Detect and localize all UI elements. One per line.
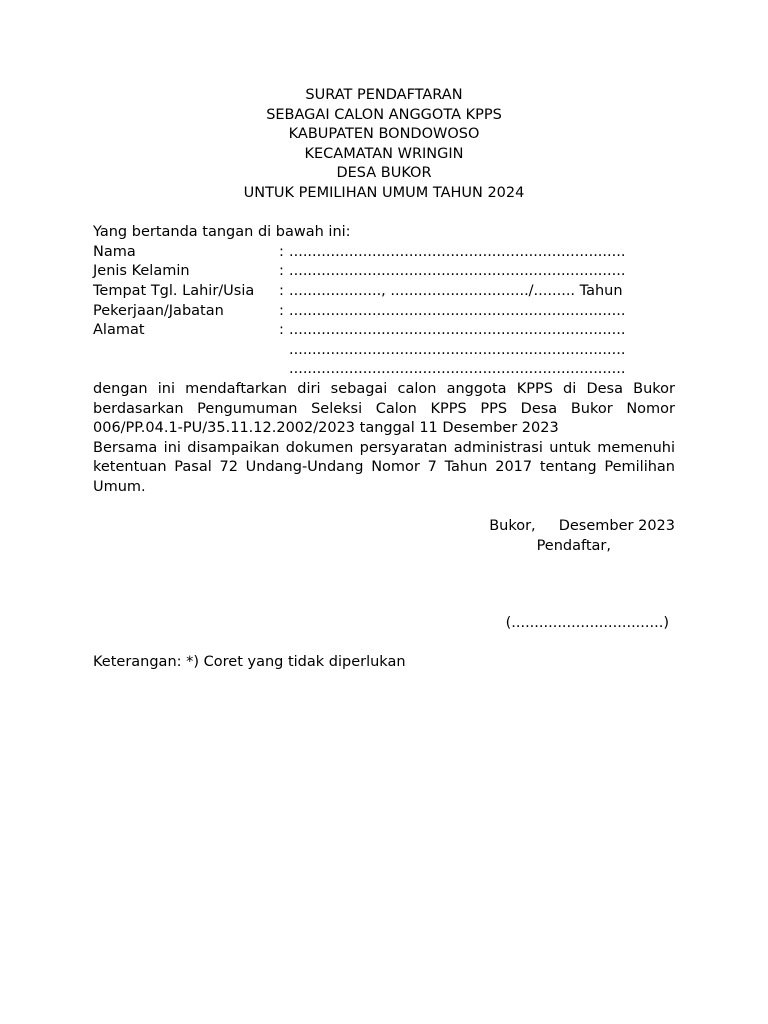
footnote: Keterangan: *) Coret yang tidak diperlukan (93, 654, 406, 671)
signature-space (93, 556, 675, 614)
field-blank: ......................................................................... (289, 322, 626, 339)
field-row-pekerjaan (93, 302, 675, 322)
place-date: Bukor, Desember 2023 (489, 518, 675, 535)
field-row-tempat-tgl-lahir (93, 282, 675, 302)
signature-line: (.................................) (505, 615, 669, 632)
field-label: Jenis Kelamin (93, 263, 190, 280)
title-line: SURAT PENDAFTARAN (305, 87, 463, 103)
field-label: Pekerjaan/Jabatan (93, 302, 224, 319)
letter-body (93, 86, 675, 673)
field-colon: : (279, 263, 284, 280)
field-blank: ......................................................................... (289, 243, 626, 260)
intro-text: Yang bertanda tangan di bawah ini: (93, 224, 351, 241)
field-colon (279, 341, 289, 361)
spacer (93, 204, 675, 224)
title-line: KABUPATEN BONDOWOSO (288, 126, 480, 143)
field-label (93, 360, 279, 380)
field-row-alamat-cont-1 (93, 341, 675, 361)
paragraph-documents: Bersama ini disampaikan dokumen persyaratan administrasi untuk memenuhi ketentuan Pasal 72 Undang-Undang Nomor 7 Tahun 2017 tentang Pemilihan Umum. (93, 439, 675, 495)
form-fields (93, 243, 675, 380)
field-colon: : (279, 243, 284, 260)
field-blank: ......................................................................... (289, 341, 626, 358)
field-row-jenis-kelamin (93, 262, 675, 282)
spacer (93, 497, 675, 517)
title-line: KECAMATAN WRINGIN (304, 145, 464, 162)
field-label (93, 341, 279, 361)
signer-label: Pendaftar, (536, 537, 611, 554)
title-line: UNTUK PEMILIHAN UMUM TAHUN 2024 (243, 184, 525, 201)
field-label: Alamat (93, 322, 145, 339)
field-label: Nama (93, 243, 136, 260)
field-row-alamat (93, 321, 675, 341)
field-row-alamat-cont-2 (93, 360, 675, 380)
field-colon (279, 360, 289, 380)
field-blank: ......................................................................... (289, 361, 626, 378)
field-colon: : (279, 282, 284, 299)
field-colon: : (279, 322, 284, 339)
field-colon: : (279, 302, 284, 319)
field-blank: ......................................................................... (289, 263, 626, 280)
paragraph-registration: dengan ini mendaftarkan diri sebagai calon anggota KPPS di Desa Bukor berdasarkan Pengumuman Seleksi Calon KPPS PPS Desa Bukor Nomor 006/PP.04.1-PU/35.11.12.2002/2023 tanggal 11 Desember 2023 (93, 380, 675, 437)
field-row-nama (93, 243, 675, 263)
field-label: Tempat Tgl. Lahir/Usia (93, 282, 255, 299)
title-line: SEBAGAI CALON ANGGOTA KPPS (266, 106, 502, 123)
title-line: DESA BUKOR (336, 165, 432, 182)
field-blank: ......................................................................... (289, 302, 626, 319)
field-blank: ...................., ............................../......... Tahun (289, 282, 623, 299)
spacer (93, 634, 675, 654)
letter-title (93, 86, 675, 204)
